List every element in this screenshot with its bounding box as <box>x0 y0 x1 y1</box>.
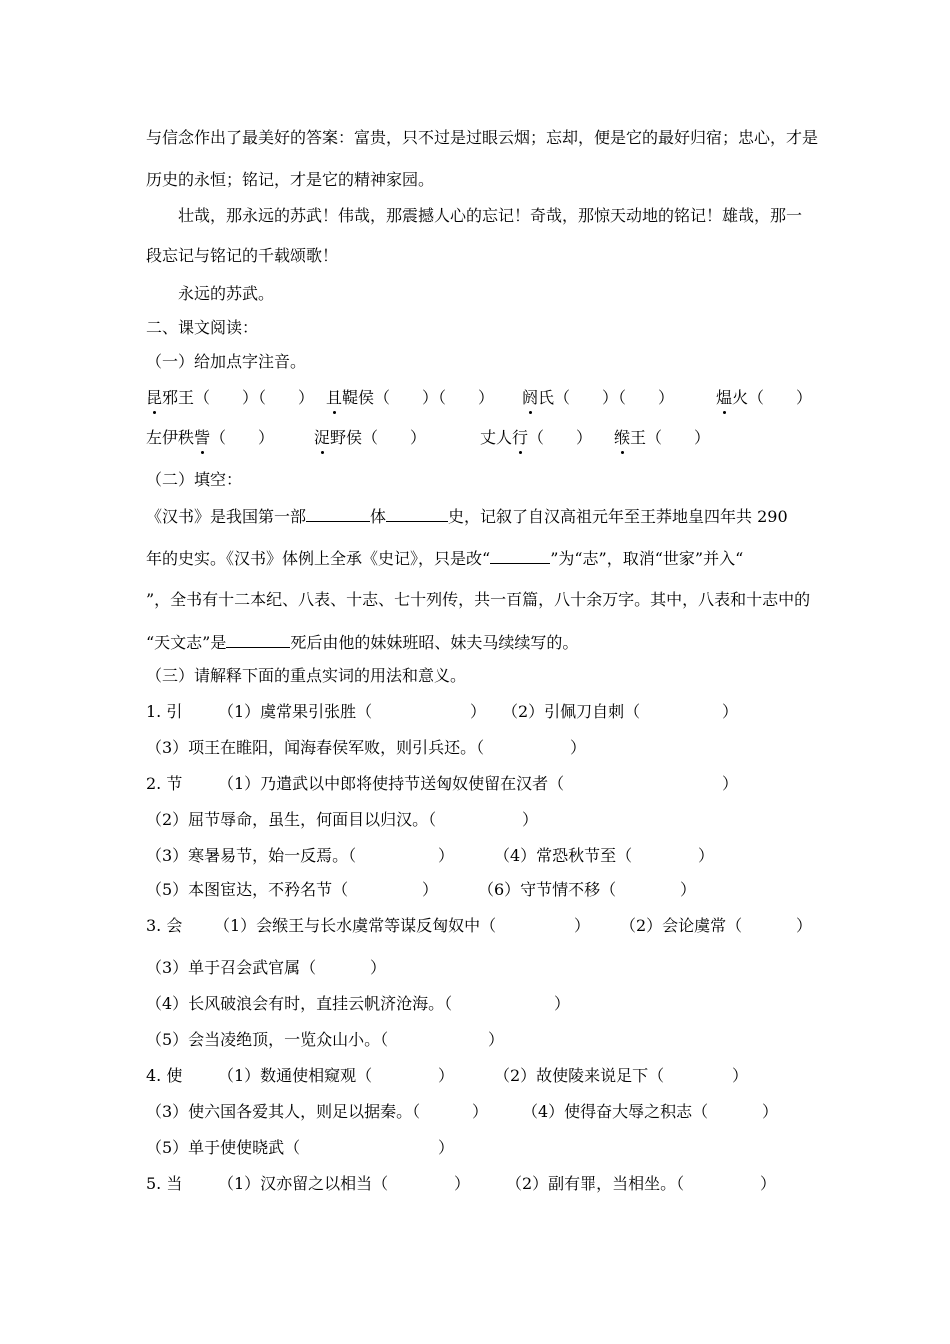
question-item: （4）使得奋大辱之积志（ <box>522 1102 709 1121</box>
question-item: （2）屈节辱命，虽生，何面目以归汉。（ <box>146 810 437 829</box>
answer-close: ） <box>796 916 813 935</box>
question-item: （2）副有罪，当相坐。（ <box>506 1174 685 1193</box>
pinyin-item-prefix: 左伊秩 <box>146 428 195 447</box>
question-number: 4. 使 <box>146 1066 183 1085</box>
answer-close: ） <box>554 994 571 1013</box>
question-number: 3. 会 <box>146 916 183 935</box>
question-item: （5）单于使使晓武（ <box>146 1138 301 1157</box>
question-item: （5）会当凌绝顶，一览众山小。（ <box>146 1030 389 1049</box>
fill-line-1 <box>146 506 788 527</box>
answer-close: ） <box>438 1138 455 1157</box>
question-item: （1）乃遣武以中郎将使持节送匈奴使留在汉者（ <box>218 774 565 793</box>
fill-text: ”为“志”，取消“世家”并入“ <box>550 549 744 568</box>
passage-line-5: 永远的苏武。 <box>178 284 275 303</box>
fill-text: 死后由他的妹妹班昭、妹夫马续续写的。 <box>290 633 579 652</box>
pinyin-item-rest: （ ） <box>528 428 593 447</box>
answer-close: ） <box>488 1030 505 1049</box>
pinyin-item-prefix: 丈人 <box>480 428 513 447</box>
pinyin-item-rest: 野侯（ ） <box>330 428 427 447</box>
dotted-char: 訾 <box>194 428 211 447</box>
passage-line-1: 与信念作出了最美好的答案：富贵，只不过是过眼云烟；忘却，便是它的最好归宿；忠心，才是 <box>146 128 819 147</box>
question-item: （3）单于召会武官属（ <box>146 958 317 977</box>
question-item: （1）会缑王与长水虞常等谋反匈奴中（ <box>214 916 497 935</box>
question-item: （4）常恐秋节至（ <box>494 846 633 865</box>
question-item: （5）本图宦达，不矜名节（ <box>146 880 349 899</box>
question-item: （1）虞常果引张胜（ <box>218 702 373 721</box>
fill-blank[interactable] <box>386 506 448 522</box>
dotted-char: 且 <box>326 388 343 407</box>
answer-close: ） <box>722 774 739 793</box>
question-number: 2. 节 <box>146 774 183 793</box>
fill-line-3: ”，全书有十二本纪、八表、十志、七十列传，共一百篇，八十余万字。其中，八表和十志中的 <box>146 590 811 609</box>
answer-close: ） <box>680 880 697 899</box>
question-item: （4）长风破浪会有时，直挂云帆济沧海。（ <box>146 994 453 1013</box>
answer-close: ） <box>762 1102 779 1121</box>
passage-line-2: 历史的永恒；铭记，才是它的精神家园。 <box>146 170 435 189</box>
pinyin-item <box>522 388 674 408</box>
question-item: （3）使六国各爱其人，则足以据秦。（ <box>146 1102 421 1121</box>
fill-text: 体 <box>370 507 387 526</box>
fill-text: 年的史实。《汉书》体例上全承《史记》，只是改“ <box>146 549 491 568</box>
question-item: （6）守节情不移（ <box>478 880 617 899</box>
fill-line-2 <box>146 548 743 569</box>
fill-text: 《汉书》是我国第一部 <box>146 507 307 526</box>
pinyin-item <box>716 388 812 408</box>
pinyin-item <box>614 428 710 448</box>
dotted-char: 缑 <box>614 428 631 447</box>
part3-heading: （三）请解释下面的重点实词的用法和意义。 <box>146 666 467 685</box>
section-heading: 二、课文阅读： <box>146 318 259 337</box>
part1-heading: （一）给加点字注音。 <box>146 352 307 371</box>
answer-close: ） <box>472 1102 489 1121</box>
question-item: （1）数通使相窥观（ <box>218 1066 373 1085</box>
passage-line-4: 段忘记与铭记的千载颂歌！ <box>146 246 339 265</box>
fill-blank[interactable] <box>226 632 290 648</box>
answer-close: ） <box>574 916 591 935</box>
question-number: 5. 当 <box>146 1174 183 1193</box>
answer-close: ） <box>732 1066 749 1085</box>
dotted-char: 阏 <box>522 388 539 407</box>
answer-close: ） <box>722 702 739 721</box>
question-item: （3）寒暑易节，始一反焉。（ <box>146 846 357 865</box>
question-item: （1）汉亦留之以相当（ <box>218 1174 389 1193</box>
fill-blank[interactable] <box>490 548 550 564</box>
dotted-char: 昆 <box>146 388 163 407</box>
dotted-char: 煴 <box>716 388 733 407</box>
fill-text: 史，记叙了自汉高祖元年至王莽地皇四年共 290 <box>448 507 788 526</box>
answer-close: ） <box>522 810 539 829</box>
question-item: （2）会论虞常（ <box>620 916 743 935</box>
answer-close: ） <box>454 1174 471 1193</box>
dotted-char: 浞 <box>314 428 331 447</box>
answer-close: ） <box>470 702 487 721</box>
fill-line-4 <box>146 632 578 653</box>
pinyin-item-rest: 邪王（ ）（ ） <box>162 388 315 407</box>
pinyin-item-rest: 王（ ） <box>630 428 711 447</box>
passage-line-3: 壮哉，那永远的苏武！伟哉，那震撼人心的忘记！奇哉，那惊天动地的铭记！雄哉，那一 <box>178 206 803 225</box>
pinyin-item <box>326 388 494 408</box>
pinyin-item-rest: 氏（ ）（ ） <box>538 388 675 407</box>
answer-close: ） <box>370 958 387 977</box>
answer-close: ） <box>570 738 587 757</box>
fill-blank[interactable] <box>306 506 370 522</box>
answer-close: ） <box>698 846 715 865</box>
fill-text: “天文志”是 <box>146 633 227 652</box>
pinyin-item-rest: （ ） <box>210 428 275 447</box>
dotted-char: 行 <box>512 428 529 447</box>
question-item: （2）引佩刀自刺（ <box>502 702 641 721</box>
pinyin-item-rest: 鞮侯（ ）（ ） <box>342 388 495 407</box>
pinyin-item <box>146 428 274 448</box>
answer-close: ） <box>760 1174 777 1193</box>
answer-close: ） <box>422 880 439 899</box>
pinyin-item <box>480 428 592 448</box>
pinyin-item-rest: 火（ ） <box>732 388 813 407</box>
pinyin-item <box>314 428 426 448</box>
question-item: （2）故使陵来说足下（ <box>494 1066 665 1085</box>
part2-heading: （二）填空： <box>146 470 243 489</box>
answer-close: ） <box>438 1066 455 1085</box>
pinyin-item <box>146 388 314 408</box>
question-item: （3）项王在睢阳，闻海春侯军败，则引兵还。（ <box>146 738 485 757</box>
question-number: 1. 引 <box>146 702 183 721</box>
answer-close: ） <box>438 846 455 865</box>
